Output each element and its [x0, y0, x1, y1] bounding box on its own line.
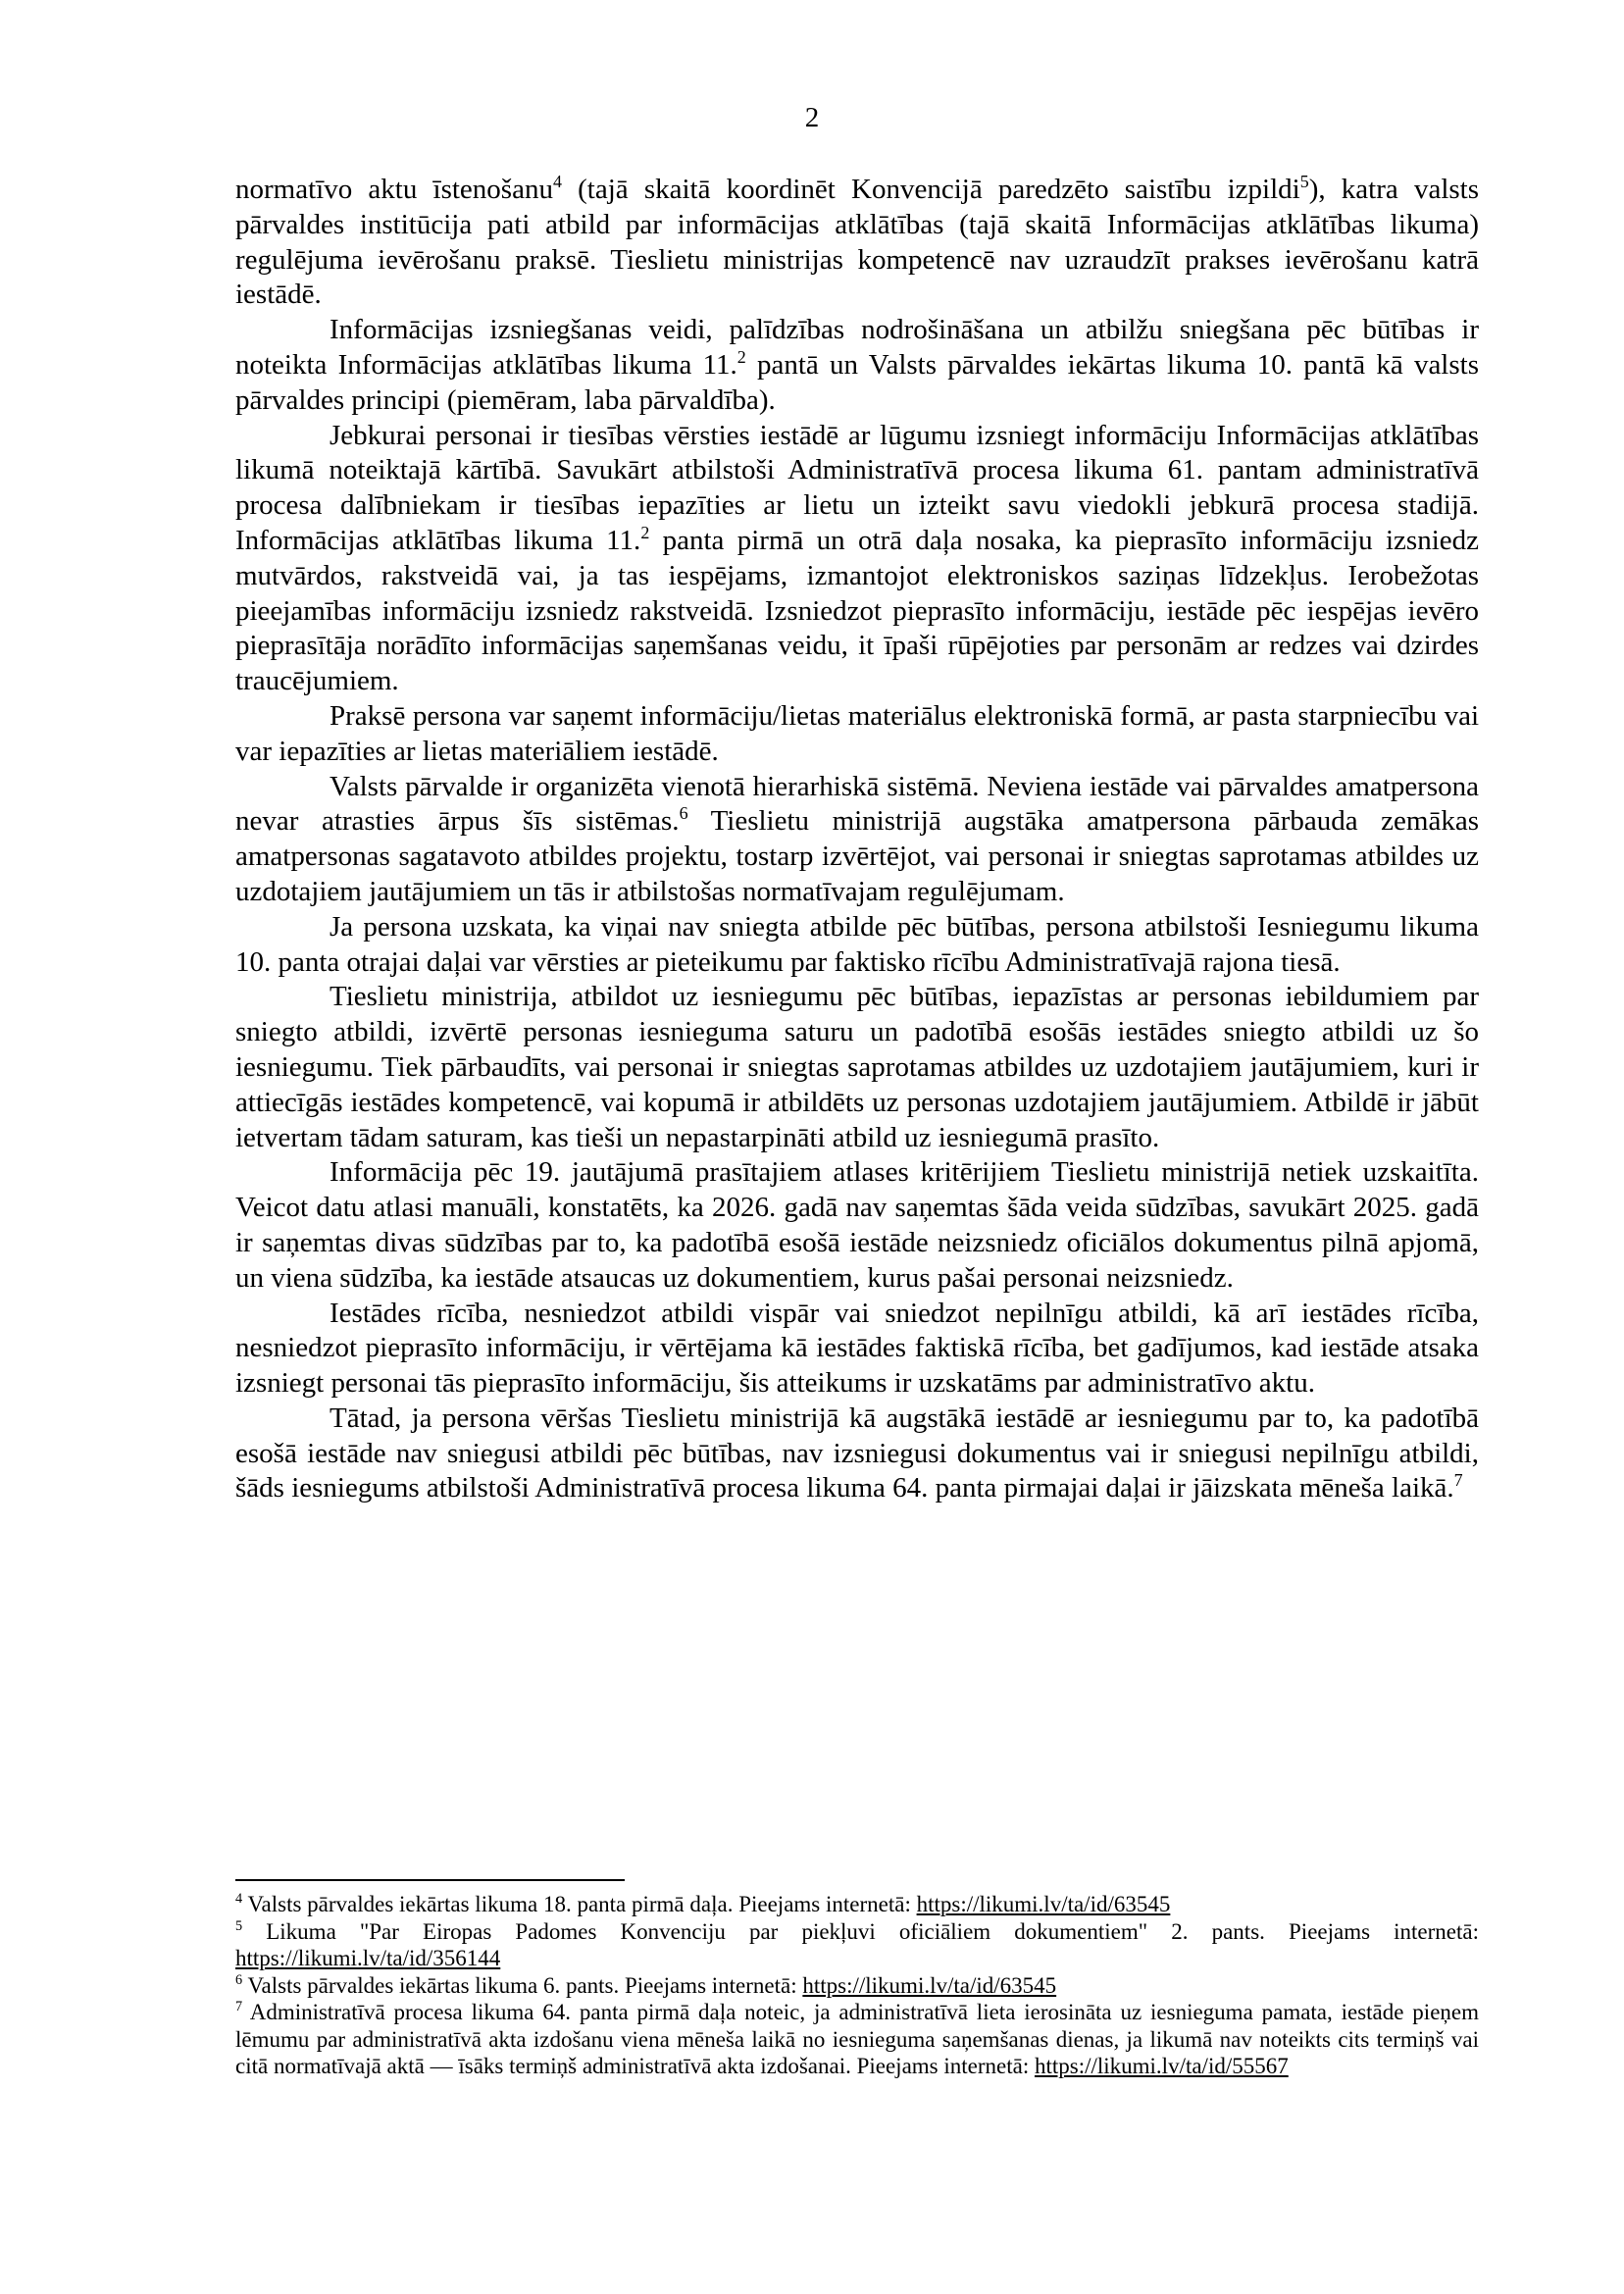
paragraph-text: Tieslietu ministrijā augstāka amatpersona pārbauda zemākas amatpersonas sagatavoto atbildes projektu, tostarp izvērtējot, vai personai ir sniegtas saprotamas atbildes uz uzdotajiem jautājumiem un tās ir atbilstošas normatīvajam regulējumam. [235, 805, 1479, 907]
footnote-text: Likuma "Par Eiropas Padomes Konvenciju par piekļuvi oficiāliem dokumentiem" 2. pants. Pieejams internetā: [266, 1918, 1479, 1944]
footnote [235, 1918, 1479, 1972]
paragraph-text: Iestādes rīcība, nesniedzot atbildi vispār vai sniedzot nepilnīgu atbildi, kā arī iestādes rīcība, nesniedzot pieprasīto informāciju, ir vērtējama kā iestādes faktiskā rīcība, bet gadījumos, kad iestāde atsaka izsniegt personai tās pieprasīto informāciju, šis atteikums ir uzskatāms par administratīvo aktu. [235, 1297, 1479, 1400]
page-number: 2 [804, 102, 820, 133]
paragraph-text: Valsts pārvalde ir organizēta vienotā hierarhiskā sistēmā. Neviena iestāde vai pārvaldes amatpersona nevar atrasties ārpus šīs sistēmas. [235, 770, 1479, 838]
footnotes [235, 1891, 1479, 2080]
footnote-number: 7 [235, 1999, 243, 2015]
footnote-text: Administratīvā procesa likuma 64. panta pirmā daļa noteic, ja administratīvā lieta ierosināta uz iesnieguma pamata, iestāde pieņem lēmumu par administratīvā akta izdošanu viena mēneša laikā no iesnieguma saņemšanas dienas, ja likumā nav noteikts cits termiņš vai citā normatīvajā aktā — īsāks termiņš administratīvā akta izdošanai. Pieejams internetā: [235, 2000, 1479, 2078]
paragraph-text: Praksē persona var saņemt informāciju/lietas materiālus elektroniskā formā, ar pasta starpniecību vai var iepazīties ar lietas materiāliem iestādē. [235, 699, 1479, 767]
paragraph-text: panta pirmā un otrā daļa nosaka, ka pieprasīto informāciju izsniedz mutvārdos, rakstveidā vai, ja tas iespējams, izmantojot elektroniskos saziņas līdzekļus. Ierobežotas pieejamības informāciju izsniedz rakstveidā. Izsniedzot pieprasīto informāciju, iestāde pēc iespējas ievēro pieprasītāja norādīto informācijas saņemšanas veidu, it īpaši rūpējoties par personām ar redzes vai dzirdes traucējumiem. [235, 524, 1479, 697]
footnote-number: 5 [235, 1917, 243, 1934]
footnote-ref: 4 [552, 171, 562, 191]
body-paragraph [235, 173, 1479, 313]
footnote-text: Valsts pārvaldes iekārtas likuma 18. panta pirmā daļa. Pieejams internetā: [247, 1892, 917, 1916]
footnote-ref: 2 [640, 522, 650, 542]
paragraph-text: ), katra valsts pārvaldes institūcija pati atbild par informācijas atklātības (tajā skaitā Informācijas atklātības likuma) regulējuma ievērošanu praksē. Tieslietu ministrijas kompetencē nav uzraudzīt prakses ievērošanu katrā iestādē. [235, 174, 1480, 311]
footnote-ref: 6 [679, 803, 688, 824]
footnote-number: 4 [235, 1891, 243, 1908]
body-paragraph [235, 770, 1479, 910]
footnote [235, 1999, 1479, 2080]
paragraph-text: pantā un Valsts pārvaldes iekārtas likuma 10. pantā kā valsts pārvaldes principi (piemēram, laba pārvaldība). [235, 348, 1479, 416]
footnote-ref: 2 [736, 346, 746, 367]
paragraph-text: Tātad, ja persona vēršas Tieslietu ministrijā kā augstākā iestādē ar iesniegumu par to, ka padotībā esošā iestāde nav sniegusi atbildi pēc būtības, nav izsniegusi dokumentus vai ir sniegusi nepilnīgu atbildi, šāds iesniegums atbilstoši Administratīvā procesa likuma 64. panta pirmajai daļai ir jāizskata mēneša laikā. [235, 1402, 1479, 1504]
footnote-ref: 7 [1453, 1470, 1463, 1491]
body-paragraph [235, 419, 1479, 699]
body-paragraph [235, 980, 1479, 1155]
footnote-link[interactable]: https://likumi.lv/ta/id/356144 [235, 1946, 501, 1970]
paragraph-text: Informācija pēc 19. jautājumā prasītajiem atlases kritērijiem Tieslietu ministrijā netiek uzskaitīta. Veicot datu atlasi manuāli, konstatēts, ka 2026. gadā nav saņemtas šāda veida sūdzības, savukārt 2025. gadā ir saņemtas divas sūdzības par to, ka padotībā esošā iestāde neizsniedz oficiālos dokumentus pilnā apjomā, un viena sūdzība, ka iestāde atsaucas uz dokumentiem, kurus pašai personai neizsniedz. [235, 1156, 1479, 1294]
paragraph-text: Informācijas izsniegšanas veidi, palīdzības nodrošināšana un atbilžu sniegšana pēc būtības ir noteikta Informācijas atklātības likuma 11. [235, 314, 1479, 381]
body-paragraph [235, 699, 1479, 770]
paragraph-text: Tieslietu ministrija, atbildot uz iesniegumu pēc būtības, iepazīstas ar personas iebildumiem par sniegto atbildi, izvērtē personas iesnieguma saturu un padotībā esošās iestādes sniegto atbildi uz šo iesniegumu. Tiek pārbaudīts, vai personai ir sniegtas saprotamas atbildes uz uzdotajiem jautājumiem, kuri ir attiecīgās iestādes kompetencē, vai kopumā ir atbildēts uz personas uzdotajiem jautājumiem. Atbildē ir jābūt ietvertam tādam saturam, kas tieši un nepastarpināti atbild uz iesniegumā prasīto. [235, 981, 1479, 1153]
paragraph-text: Ja persona uzskata, ka viņai nav sniegta atbilde pēc būtības, persona atbilstoši Iesniegumu likuma 10. panta otrajai daļai var vērsties ar pieteikumu par faktisko rīcību Administratīvajā rajona tiesā. [235, 910, 1479, 978]
paragraph-text: Jebkurai personai ir tiesības vērsties iestādē ar lūgumu izsniegt informāciju Informācijas atklātības likumā noteiktajā kārtībā. Savukārt atbilstoši Administratīvā procesa likuma 61. pantam administratīvā procesa dalībniekam ir tiesības iepazīties ar lietu un izteikt savu viedokli jebkurā procesa stadijā. Informācijas atklātības likuma 11. [235, 419, 1479, 556]
footnote-link[interactable]: https://likumi.lv/ta/id/63545 [916, 1892, 1171, 1916]
body-paragraph [235, 910, 1479, 981]
footnote-text: Valsts pārvaldes iekārtas likuma 6. pants. Pieejams internetā: [247, 1972, 803, 1998]
footnote-number: 6 [235, 1971, 243, 1988]
body-paragraph [235, 1297, 1479, 1402]
paragraph-text: (tajā skaitā koordinēt Konvencijā paredzēto saistību izpildi [561, 174, 1300, 205]
body-paragraph [235, 313, 1479, 418]
footnote-ref: 5 [1299, 171, 1309, 191]
body-text [235, 173, 1479, 1506]
footnote-separator [235, 1879, 625, 1881]
footnote [235, 1972, 1479, 2000]
footnote [235, 1891, 1479, 1918]
body-paragraph [235, 1155, 1479, 1296]
footnote-link[interactable]: https://likumi.lv/ta/id/63545 [802, 1972, 1057, 1998]
footnote-link[interactable]: https://likumi.lv/ta/id/55567 [1034, 2054, 1289, 2078]
body-paragraph [235, 1402, 1479, 1506]
paragraph-text: normatīvo aktu īstenošanu [235, 174, 553, 205]
